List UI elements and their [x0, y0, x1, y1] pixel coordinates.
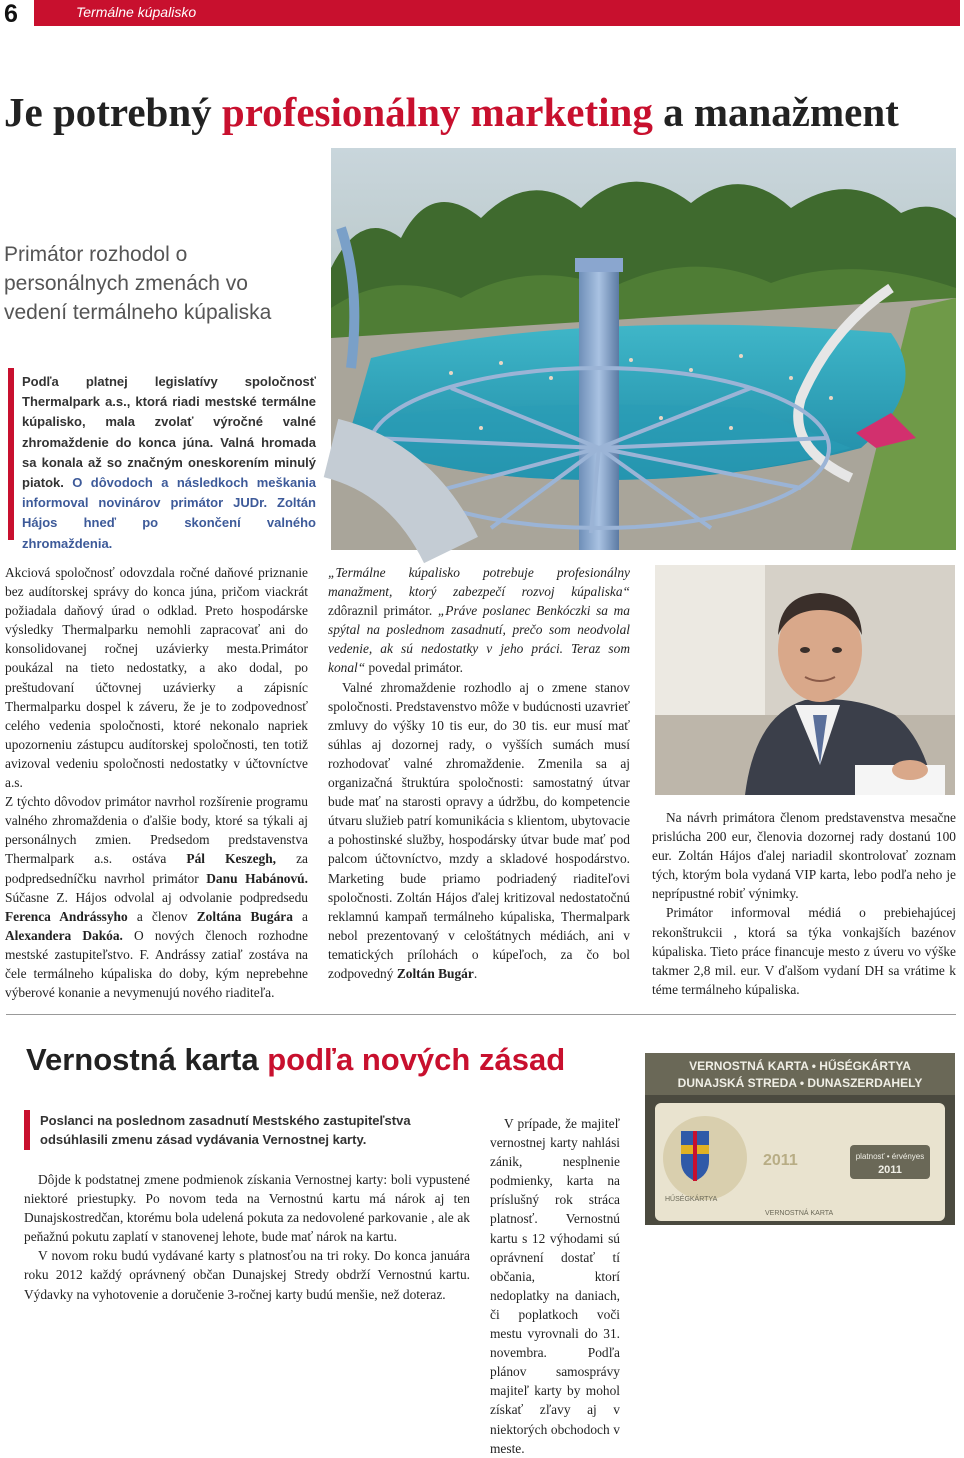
card-bottom-text: VERNOSTNÁ KARTA: [765, 1210, 834, 1217]
mayor-portrait-photo: [655, 565, 955, 795]
paragraph: Primátor informoval médiá o prebiehajúcej rekonštrukcii , ktorá sa týka vonkajších bazénov kúpaliska. Tieto práce financuje mesto z úveru vo výške takmer 2,8 mil. eur. V ďalšom vydaní DH sa vrátime k téme termálneho kúpaliska.: [652, 905, 956, 997]
card-small-label: HŰSÉGKÁRTYA: [665, 1196, 718, 1203]
article-lead: Podľa platnej legislatívy spoločnosť Thermalpark a.s., ktorá riadi mestské termálne kúpalisko, mala zvolať výročné valné zhromaždenie do konca júna. Valná hromada sa konala až so značným oneskorením minulý piatok. O dôvodoch a následkoch meškania informoval novinárov primátor JUDr. Zoltán Hájos hneď po skončení valného zhromaždenia.: [22, 374, 317, 551]
article2-column-2a: [490, 1114, 620, 1456]
person-name: Pál Keszegh,: [186, 851, 277, 867]
article2-column-1: [24, 1170, 470, 1304]
article-headline: Je potrebný profesionálny marketing a manažment: [4, 89, 899, 135]
person-name: Zoltán Bugár: [396, 965, 474, 981]
quote: „Termálne kúpalisko potrebuje profesionálny manažment, ktorý zabezpečí rozvoj kúpaliska“: [328, 565, 630, 600]
card-validity: platnosť • érvényes: [855, 1152, 925, 1161]
lead-accent-bar: [24, 1110, 30, 1150]
page-number: 6: [4, 0, 18, 28]
paragraph: Akciová spoločnosť odovzdala ročné daňové priznanie bez audítorskej správy do konca júna, pričom viackrát požiadala daňový úrad o odklad. Preto hospodárske výsledky Thermalparku nemohli zapracovať ani do konsolidovanej ročnej uzávierky mesta.Primátor poukázal na tieto nedostatky, a ako dodal, po preštudovaní účtovnej uzávierky a zápisníc Thermalparku dospel k záveru, že je to zodpovednosť celého vedenia spoločnosti, ktoré nekonalo napriek upozorneniu zástupcu audítorskej spoločnosti, ten totiž avizoval vedeniu spoločnosti nedostatky v účtovníctve a.s.: [5, 565, 308, 791]
person-name: Zoltána Bugára: [196, 908, 293, 924]
quote: „Práve poslanec Benkóczki sa ma spýtal na poslednom zasadnutí, prečo som neodvolal vedenie, ak sú nedostatky v jeho práci. Teraz som konal“: [328, 603, 630, 676]
article-subheadline: Primátor rozhodol o personálnych zmenách vo vedení termálneho kúpaliska: [4, 243, 272, 324]
card-title-line1: VERNOSTNÁ KARTA • HŰSÉGKÁRTYA: [689, 1059, 911, 1073]
person-name: Alexandera Dakóa.: [5, 927, 123, 943]
lead-highlight: O dôvodoch a následkoch meškania informoval novinárov primátor JUDr. Zoltán Hájos hneď po skončení valného zhromaždenia.: [22, 475, 317, 551]
paragraph: Na návrh primátora členom predstavenstva mesačne prislúcha 200 eur, členovia dozornej rady dostanú 100 eur. Zoltán Hájos ďalej nariadil skontrolovať zoznam tých, ktorým bola vydaná VIP karta, lebo podľa neho je neprípustné robiť výnimky.: [652, 810, 956, 902]
paragraph: Valné zhromaždenie rozhodlo aj o zmene stanov spoločnosti. Predstavenstvo môže v budúcnosti uzavrieť zmluvy do výšky 10 tis eur, do 30 tis. eur musí mať súhlas aj dozornej rady, o vyšších sumách musí rozhodovať valné zhromaždenie. Zmenila sa aj organizačná štruktúra spoločnosti: samostatný útvar bude mať na starosti opravy a údržbu, do kompetencie útvaru služieb patrí komunikácia s klientom, ubytovacie a pohostinské služby, hospodársky útvar bude mať pod palcom účtovníctvo, mzdy a skladové hospodárstvo. Marketing bude priamo podriadený riaditeľovi spoločnosti. Zoltán Hájos ďalej kritizoval nedostatočnú reklamnú kampaň termálneho kúpaliska, Thermalpark nebol prezentovaný v celoštátnych médiách, ani v tematických prílohách o kúpeľoch, za čo bol zodpovedný Zoltán Bugár.: [328, 679, 630, 981]
article2-headline: Vernostná karta podľa nových zásad: [26, 1042, 566, 1077]
lead-accent-bar: [8, 368, 14, 540]
headline-highlight: profesionálny marketing: [221, 89, 653, 135]
article-divider: [6, 1014, 956, 1015]
article1-column-1: [5, 563, 308, 1002]
paragraph: Dôjde k podstatnej zmene podmienok získania Vernostnej karty: boli vypustené niektoré priestupky. Po novom teda na Vernostnú kartu má nárok aj ten Dunajskostredčan, ktorému bola udelená pokuta za nedovolené parkovanie , ale ak peňažnú pokutu zaplatí v stanovenej lehote, bude mať nárok na kartu.: [24, 1172, 470, 1245]
paragraph: V novom roku budú vydávané karty s platnosťou na tri roky. Do konca januára roku 2012 každý oprávnený občan Dunajskej Stredy obdrží Vernostnú kartu. Výdavky na vyhotovenie a doručenie 3-ročnej karty budú menšie, než doteraz.: [24, 1248, 470, 1302]
card-year: 2011: [763, 1152, 798, 1169]
article1-column-2: [328, 563, 630, 983]
paragraph: V prípade, že majiteľ vernostnej karty nahlási zánik, nesplnenie podmienky, karta na príslušný rok stráca platnosť. Vernostnú kartu s 12 výhodami sú oprávnení dostať tí občania, ktorí nedoplatky na daniach, či poplatkoch voči mestu vyrovnali do 31. novembra. Podľa plánov samosprávy majiteľ karty by mohol získať zľavy aj v niektorých obchodoch v meste.: [490, 1116, 620, 1456]
article1-column-3: [652, 808, 956, 999]
article2-lead: Poslanci na poslednom zasadnutí Mestského zastupiteľstva odsúhlasili zmenu zásad vydávania Vernostnej karty.: [40, 1113, 411, 1147]
paragraph: „Termálne kúpalisko potrebuje profesionálny manažment, ktorý zabezpečí rozvoj kúpaliska“ zdôraznil primátor. „Práve poslanec Benkóczki sa ma spýtal na poslednom zasadnutí, prečo som neodvolal vedenie, ak sú nedostatky v jeho práci. Teraz som konal“ povedal primátor.: [328, 565, 630, 676]
paragraph: Z týchto dôvodov primátor navrhol rozšírenie programu valného zhromaždenia o ďalšie body, ktoré sa týkali aj personálnych zmien. Predsedom predstavenstva Thermalpark a.s. ostáva Pál Keszegh, za podpredsedníčku navrhol primátor Danu Habánovú. Súčasne Z. Hájos odvolal aj odvolanie podpredsedu Ferenca Andrássyho a členov Zoltána Bugára a Alexandera Dakóa. O nových členoch rozhodne mestské zastupiteľstvo. F. Andrássy zatiaľ zostáva na čele termálneho kúpaliska do doby, kým neprebehne výberové konanie a nevymenujú nového riaditeľa.: [5, 794, 308, 1001]
card-validity-year: 2011: [878, 1164, 902, 1176]
section-title: Termálne kúpalisko: [76, 4, 197, 20]
pool-photo: [331, 148, 956, 550]
card-title-line2: DUNAJSKÁ STREDA • DUNASZERDAHELY: [677, 1076, 923, 1090]
person-name: Ferenca Andrássyho: [5, 908, 128, 924]
person-name: Danu Habánovú.: [206, 870, 308, 886]
headline-highlight: podľa nových zásad: [267, 1042, 566, 1077]
loyalty-card-photo: [645, 1053, 955, 1225]
